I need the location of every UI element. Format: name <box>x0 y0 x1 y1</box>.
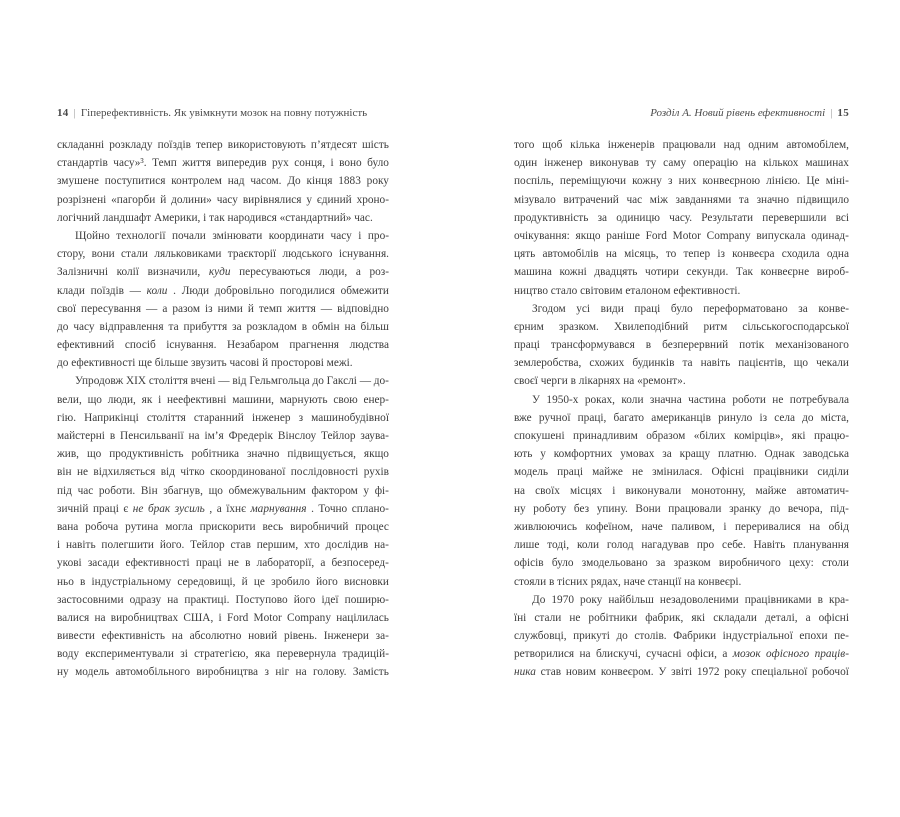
text-line: спокушені принадливим образом «білих комірців», які працю- <box>514 430 849 442</box>
text-line: до часу відправлення та прибуття за розкладом в обмін на більш <box>57 320 389 333</box>
text-line: він не відхиляється від чітко скоординованої послідовності рухів <box>57 466 389 479</box>
right-running-title: Розділ А. Новий рівень ефективності <box>650 107 826 119</box>
text-line: Залізничні колії визначили, куди пересуваються люди, а роз- <box>57 266 389 279</box>
text-line: розрізнені «пагорби й долини» часу вирівнялися у єдиний хроно- <box>57 193 389 206</box>
text-line: машина кожні двадцять чотири секунди. Так конвеєрне вироб- <box>514 266 849 279</box>
text-line: їні стали не робітники фабрик, які складали деталі, а офісні <box>514 611 849 624</box>
text-line: живлюючись кофеїном, наче паливом, і переривалися на обід <box>514 520 849 533</box>
text-line: До 1970 року найбільш незадоволеними працівниками в кра- <box>532 593 849 606</box>
text-line: Згодом усі види праці було переформатовано за конве- <box>532 302 849 315</box>
text-line: один інженер виконував ту саму операцію на кількох машинах <box>514 157 849 170</box>
text-line: очікування: якщо раніше Ford Motor Company випускала одинад- <box>514 229 849 242</box>
text-line: валися на виробництвах США, і Ford Motor Company націлилась <box>57 611 389 624</box>
left-page-text <box>57 136 389 682</box>
text-line: стору, вони стали ляльковиками траєкторії людського існування. <box>57 248 389 261</box>
text-line: свої пересування — а разом із ними й темп життя — відповідно <box>57 302 389 315</box>
text-line: мізувало витрачений час між завданнями та значно підвищило <box>514 193 849 206</box>
text-line: застосовними одразу на практиці. Поступово його ідеї поширю- <box>57 593 389 606</box>
text-line: вже ручної праці, багато американців ринуло із села до міста, <box>514 411 849 424</box>
text-line: воду експериментували зі стратегією, яка перевернула традицій- <box>57 648 389 661</box>
text-line: ретворилися на блискучі, сучасні офіси, а мозок офісного праців- <box>514 648 849 661</box>
text-line: клади поїздів — коли . Люди добровільно погодилися обмежити <box>57 284 389 297</box>
text-line: жив, що продуктивність робітника значно підвищується, якщо <box>57 448 389 461</box>
text-line: вивести ефективність на абсолютно новий рівень. Інженери за- <box>57 630 389 643</box>
text-line: стояли в тісних рядах, наче станції на конвеєрі. <box>514 575 742 588</box>
text-line: на своїх місцях і виконували монотонну, майже автоматич- <box>514 484 849 497</box>
header-separator: | <box>830 107 833 119</box>
text-line: зичній праці є не брак зусиль , а їхнє марнування . Точно сплано- <box>57 502 389 515</box>
text-line: єрним зразком. Хвилеподібний ритм сільськогосподарської <box>514 320 849 333</box>
text-line: змушене поступитися контролем над часом. До кінця 1883 року <box>57 175 389 188</box>
text-line: лише тоді, коли голод нагадував про себе. Навіть планування <box>514 539 849 552</box>
text-line: продуктивність за одиницю часу. Результати перевершили всі <box>514 211 849 224</box>
text-line: і навіть полегшити його. Тейлор став першим, хто дослідив на- <box>57 539 389 552</box>
text-line: цять автомобілів на місяць, то тепер із конвеєра сходила одна <box>514 248 849 261</box>
text-line: складанні розкладу поїздів тепер використовують п’ятдесят шість <box>57 139 389 151</box>
text-line: вели, що люди, як і неефективні машини, марнують свою енер- <box>57 393 389 406</box>
text-line: гію. Наприкінці століття старанний інженер з машинобудівної <box>57 411 389 424</box>
text-line: офісів було змодельовано за зразком виробничого цеху: столи <box>514 557 849 570</box>
text-line: своєї черги в лікарнях на «ремонт». <box>514 375 686 388</box>
text-line: того щоб кілька інженерів працювали над одним автомобілем, <box>514 139 849 151</box>
text-line: землеробства, схожих будинків та навіть пацієнтів, що чекали <box>514 357 849 370</box>
right-running-head <box>514 106 849 120</box>
text-line: Щойно технології почали змінювати координати часу і про- <box>75 229 389 242</box>
text-line: ефективний спосіб існування. Незабаром прагнення людства <box>57 339 389 352</box>
text-line: ньо в індустріальному середовищі, й це зробило його висновки <box>57 575 389 588</box>
left-running-title: Гіперефективність. Як увімкнути мозок на повну потужність <box>80 107 368 119</box>
text-line: поспіль, переміщуючи кожну з них конвеєрною лінією. Це міні- <box>514 175 849 188</box>
text-line: логічний ландшафт Америки, і так народився «стандартний» час. <box>57 211 373 224</box>
text-line: службовці, прикуті до столів. Фабрики індустріальної епохи пе- <box>514 630 849 643</box>
text-line: праці трансформувався в безперервний потік механізованого <box>514 339 849 352</box>
text-line: модель праці майже не змінилася. Офісні працівники сиділи <box>514 466 849 479</box>
text-line: майстерні в Пенсильванії на ім’я Фредерік Вінслоу Тейлор заува- <box>57 430 389 442</box>
text-line: ну модель автомобільного виробництва з ніг на голову. Замість <box>57 666 389 679</box>
text-line: під час роботи. Він збагнув, що обмежувальним фактором у фі- <box>57 484 389 497</box>
text-line: до ефективності ще більше звузить часові й просторові межі. <box>57 357 353 370</box>
text-line: стандартів часу»³. Темп життя випередив рух сонця, і воно було <box>57 157 389 170</box>
right-page-number: 15 <box>837 107 849 119</box>
left-running-head <box>57 106 389 120</box>
left-page <box>57 0 389 817</box>
text-line: ну роботу без упину. Вони працювали зранку до вечора, під- <box>514 502 849 515</box>
text-line: укові засади ефективності праці не в лабораторії, а безпосеред- <box>57 557 389 570</box>
text-line: Упродовж XIX століття вчені — від Гельмгольца до Гакслі — до- <box>75 375 389 388</box>
right-page <box>514 0 849 817</box>
text-line: ють у комфортних умовах за кращу платню. Однак заводська <box>514 448 849 461</box>
header-separator: | <box>73 107 76 119</box>
left-page-number: 14 <box>57 107 69 119</box>
text-line: ництво стало світовим еталоном ефективності. <box>514 284 741 297</box>
right-page-text <box>514 136 849 682</box>
text-line: У 1950-х роках, коли значна частина роботи не потребувала <box>532 393 849 406</box>
text-line: ника став новим конвеєром. У звіті 1972 року спеціальної робочої <box>514 666 849 679</box>
text-line: вана робоча рутина могла прискорити весь виробничий процес <box>57 520 389 533</box>
